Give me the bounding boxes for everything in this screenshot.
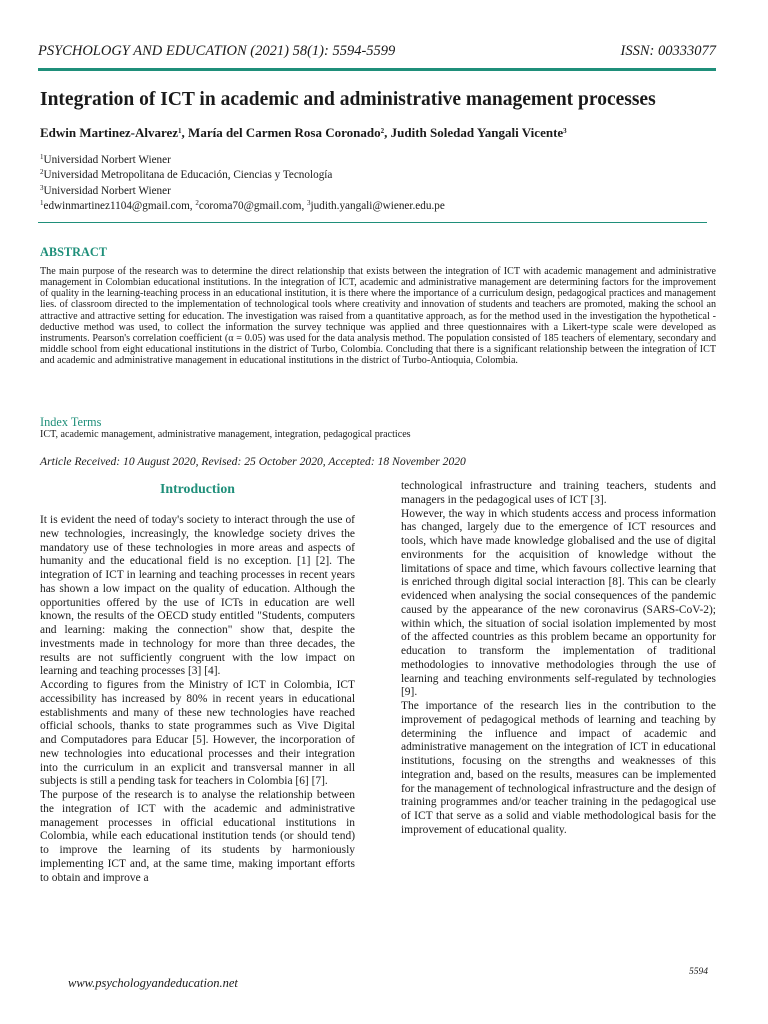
email-link[interactable]: coroma70@gmail.com, xyxy=(198,200,308,212)
journal-citation: PSYCHOLOGY AND EDUCATION (2021) 58(1): 5594-5599 xyxy=(38,43,396,59)
author-affiliation-mark: 2 xyxy=(380,127,385,135)
abstract-heading: ABSTRACT xyxy=(40,245,107,259)
email-mark: 1 xyxy=(40,199,44,207)
author-separator: , xyxy=(384,125,391,140)
email-mark: 3 xyxy=(307,199,311,207)
author-emails xyxy=(40,199,716,213)
body-paragraph: According to figures from the Ministry of ICT in Colombia, ICT accessibility has increased by 80% in recent years in educational establishments and many of these new technologies have reached official schools, thanks to state programmes such as Vive Digital and Computadores para Educar [5]. However, the incorporation of new technologies into educational processes and their integration into the curriculum in an explicit and transversal manner in all subjects is still a pending task for teachers in Colombia [6] [7]. xyxy=(40,679,355,788)
journal-header xyxy=(38,42,716,60)
body-paragraph: The purpose of the research is to analyse the relationship between the integration of ICT with the academic and administrative management processes in official educational institutions in Colombia, while each educational institution tends (or should tend) to improve the learning of its students by harmoniously implementing ICT and, at the same time, making important efforts to obtain and improve a xyxy=(40,789,355,884)
email-mark: 2 xyxy=(195,199,199,207)
right-column xyxy=(401,480,716,838)
body-paragraph: technological infrastructure and training teachers, students and managers in the pedagogical uses of ICT [3]. xyxy=(401,480,716,506)
introduction-heading: Introduction xyxy=(160,481,235,496)
author-separator: , xyxy=(181,125,189,140)
section-divider xyxy=(38,222,707,223)
affiliation xyxy=(40,184,716,198)
body-paragraph: It is evident the need of today's society to interact through the use of new technologies, increasingly, the knowledge society drives the mandatory use of these technologies in more areas and aspects of humanity and the educational field is no exception. [1] [2]. The integration of ICT in learning and teaching processes in recent years has shown a low impact on the quality of education. Although the opportunities offered by the use of ICTs in education are well known, the results of the OECD study entitled "Students, computers and learning: making the connection" show that, despite the investments made in technology for more than three decades, the results are not sufficiently congruent with the low impact on learning and teaching processes [3] [4]. xyxy=(40,514,355,678)
author-affiliation-mark: 1 xyxy=(178,127,182,135)
affiliation-text: Universidad Metropolitana de Educación, Ciencias y Tecnología xyxy=(43,169,333,181)
header-divider xyxy=(38,68,716,71)
issn: ISSN: 00333077 xyxy=(620,43,716,59)
author-name: María del Carmen Rosa Coronado xyxy=(188,125,381,140)
page-number: 5594 xyxy=(689,967,708,977)
body-paragraph: The importance of the research lies in the contribution to the improvement of pedagogical methods of learning and teaching by determining the influence and impact of academic and administrative management on the integration of ICT in educational institutions, focusing on the strengths and weaknesses of this integration and, based on the results, measures can be implemented for the management of technological infrastructure and the design of training programmes and/or teacher training in the pedagogical use of ICT that serve as a solid and viable methodological basis for the improvement of educational quality. xyxy=(401,700,716,836)
abstract-text: The main purpose of the research was to determine the direct relationship that exists between the integration of ICT with academic management and administrative management in Colombian educational institutions. In the integration of ICT, academic and administrative management are determining factors for the improvement of quality in the learning-teaching process in an educational institution, it is there where the importance of a curriculum design, pedagogical practices and management lies. of classroom directed to the implementation of technological tools where creativity and innovation of students and teachers are promoted, making the school an attractive and attractive setting for education. The investigation was raised from a quantitative approach, as for the method used in the investigation the hypothetical - deductive method was used, to collect the information the survey technique was applied and three questionnaires with a Likert-type scale were developed as instruments. Pearson's correlation coefficient (α = 0.05) was used for the data analysis method. The population consisted of 185 teachers of elementary, secondary and middle school from eight educational institutions in the district of Turbo, Colombia. Concluding that there is a significant relationship between the integration of ICT and academic and administrative management in educational institutions in the district of Turbo-Antioquia, Colombia. xyxy=(40,266,716,367)
affiliation-text: Universidad Norbert Wiener xyxy=(43,154,171,166)
left-column xyxy=(40,514,355,885)
author-list xyxy=(40,125,716,141)
author-affiliation-mark: 3 xyxy=(563,127,567,135)
affiliation-mark: 2 xyxy=(40,168,44,176)
paper-title: Integration of ICT in academic and administrative management processes xyxy=(40,89,656,110)
author-name: Judith Soledad Yangali Vicente xyxy=(390,125,564,140)
journal-website-link[interactable]: www.psychologyandeducation.net xyxy=(68,976,238,990)
index-terms-heading: Index Terms xyxy=(40,415,102,429)
email-link[interactable]: judith.yangali@wiener.edu.pe xyxy=(310,200,445,212)
index-terms-text: ICT, academic management, administrative management, integration, pedagogical practices xyxy=(40,429,411,440)
article-dates: Article Received: 10 August 2020, Revised: 25 October 2020, Accepted: 18 November 2020 xyxy=(40,455,466,468)
email-link[interactable]: edwinmartinez1104@gmail.com, xyxy=(43,200,196,212)
affiliation xyxy=(40,153,716,167)
body-paragraph: However, the way in which students access and process information has changed, largely due to the emergence of ICT resources and tools, which have made knowledge globalised and the use of digital environments for the acquisition of knowledge without the limitations of space and time, which favours collective learning that is enriched through digital social interaction [8]. This can be clearly evidenced when analysing the social consequences of the pandemic caused by the appearance of the new coronavirus (SARS-CoV-2); within which, the situation of social isolation implemented by most of the affected countries as this problem became an opportunity for education to transform the implementation of traditional methodologies to innovative methodologies through the use of learning and teaching environments self-regulated by technologies [9]. xyxy=(401,507,716,699)
affiliation-text: Universidad Norbert Wiener xyxy=(43,185,171,197)
affiliation-mark: 1 xyxy=(40,153,44,161)
author-name: Edwin Martinez-Alvarez xyxy=(40,125,179,140)
affiliation-mark: 3 xyxy=(40,184,44,192)
affiliation xyxy=(40,168,716,182)
